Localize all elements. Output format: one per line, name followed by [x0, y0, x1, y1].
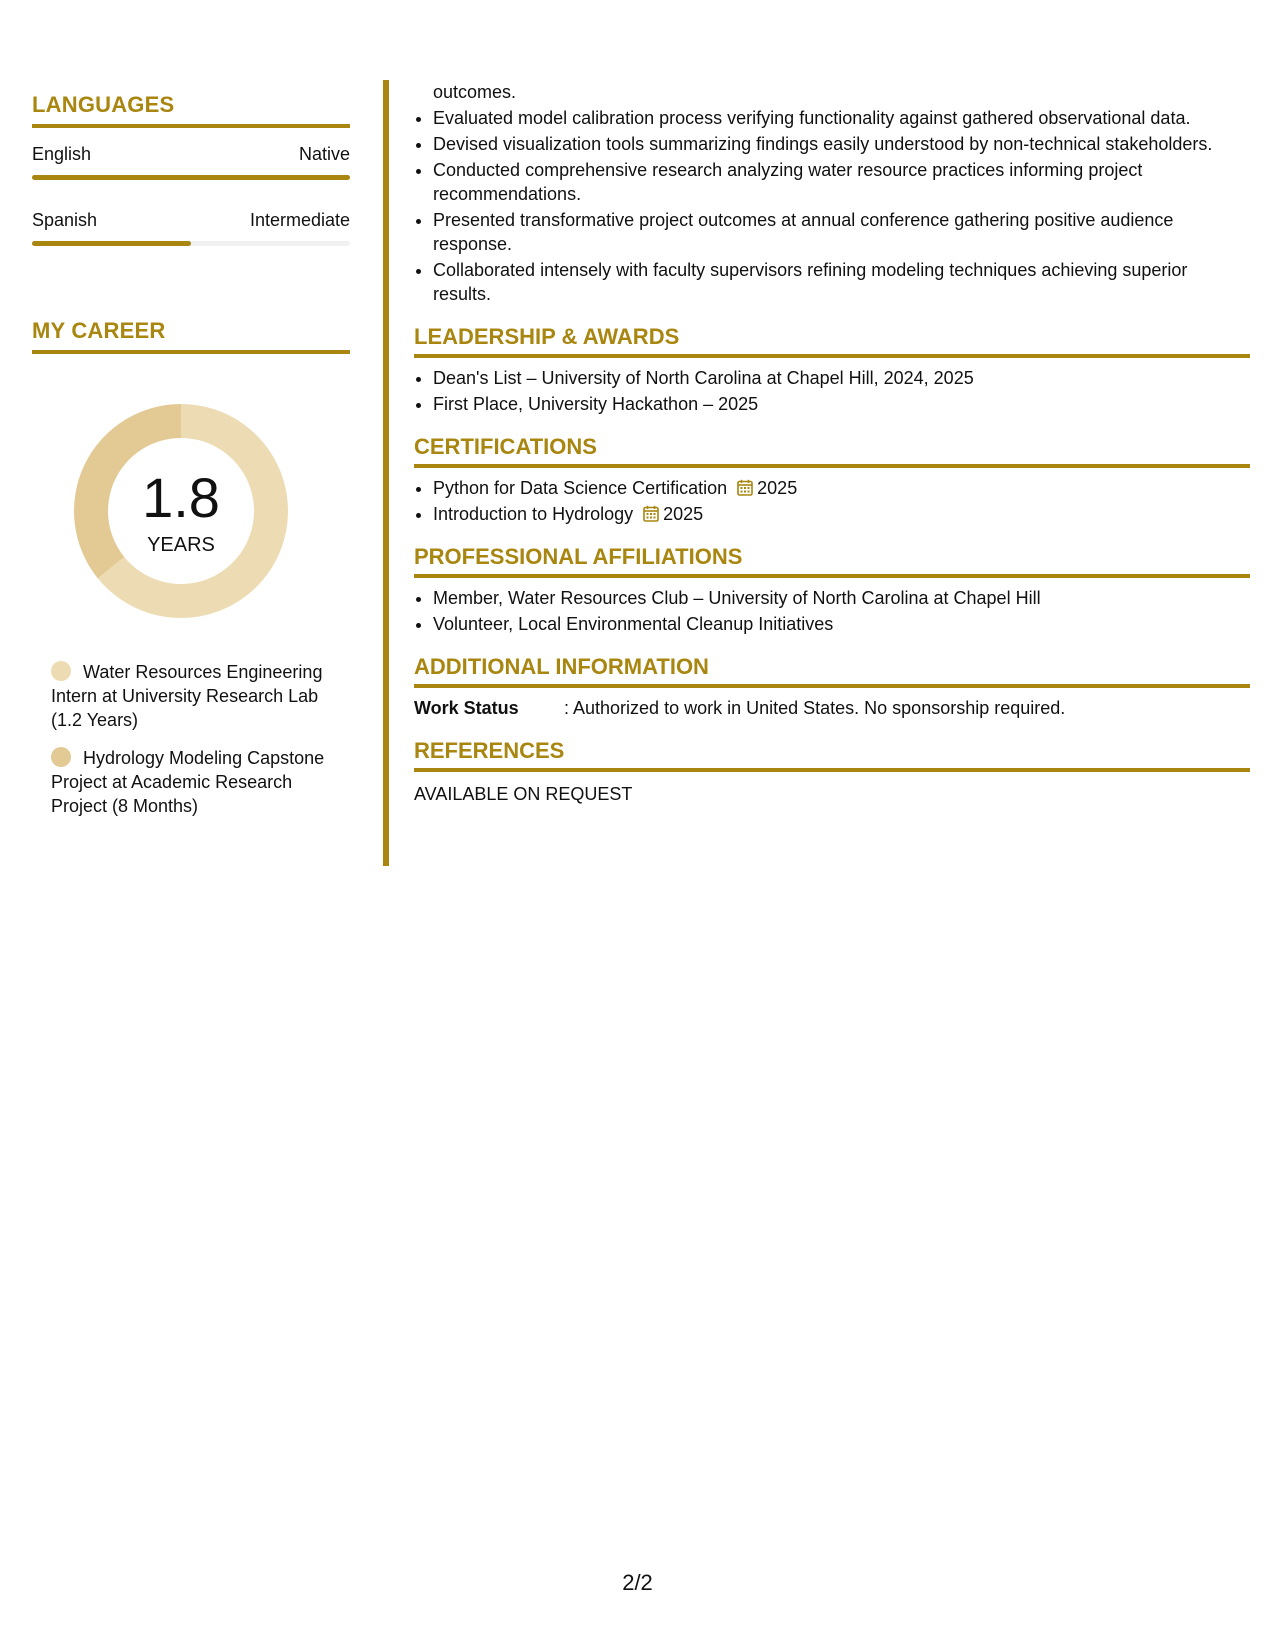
references-title: REFERENCES — [414, 738, 1250, 772]
legend-label: Hydrology Modeling Capstone Project at Academic Research Project (8 Months) — [51, 748, 325, 816]
left-column — [32, 92, 350, 832]
language-proficiency-fill — [32, 175, 350, 180]
references-value: AVAILABLE ON REQUEST — [414, 784, 633, 804]
leadership-list — [414, 366, 1250, 416]
certification-year: 2025 — [663, 504, 704, 524]
certification-name: Python for Data Science Certification — [433, 478, 728, 498]
additional-info-title: ADDITIONAL INFORMATION — [414, 654, 1250, 688]
work-status-value: : Authorized to work in United States. No sponsorship required. — [564, 698, 1066, 718]
certifications-title: CERTIFICATIONS — [414, 434, 1250, 468]
career-donut-chart — [66, 396, 296, 626]
list-item: • First Place, University Hackathon – 2025 — [433, 392, 1250, 416]
language-proficiency-bar — [32, 241, 350, 246]
language-proficiency-bar — [32, 175, 350, 180]
list-item: • Conducted comprehensive research analyzing water resource practices informing project recommendations. — [433, 158, 1250, 206]
leadership-title: LEADERSHIP & AWARDS — [414, 324, 1250, 358]
affiliations-title: PROFESSIONAL AFFILIATIONS — [414, 544, 1250, 578]
certification-name: Introduction to Hydrology — [433, 504, 634, 524]
legend-dot — [51, 661, 71, 681]
experience-bullets — [414, 106, 1250, 306]
list-item: • Member, Water Resources Club – University of North Carolina at Chapel Hill — [433, 586, 1250, 610]
language-name: Spanish — [32, 210, 98, 230]
career-legend-item — [51, 660, 331, 732]
language-name: English — [32, 144, 92, 164]
language-proficiency-fill — [32, 241, 191, 246]
language-level: Native — [298, 144, 350, 164]
legend-label: Water Resources Engineering Intern at University Research Lab (1.2 Years) — [51, 662, 323, 730]
page-number: 2/2 — [622, 1570, 653, 1595]
list-item: • Collaborated intensely with faculty supervisors refining modeling techniques achieving superior results. — [433, 258, 1250, 306]
affiliations-list — [414, 586, 1250, 636]
list-item: • Dean's List – University of North Carolina at Chapel Hill, 2024, 2025 — [433, 366, 1250, 390]
language-english — [32, 144, 350, 180]
work-status-label: Work Status — [414, 698, 519, 718]
column-divider — [383, 80, 389, 866]
work-status-row — [414, 696, 1250, 720]
list-item — [433, 502, 1250, 526]
certification-year: 2025 — [757, 478, 798, 498]
calendar-icon — [643, 505, 659, 522]
list-item: • Evaluated model calibration process verifying functionality against gathered observational data. — [433, 106, 1250, 130]
list-item: • Volunteer, Local Environmental Cleanup Initiatives — [433, 612, 1250, 636]
list-item: • Presented transformative project outcomes at annual conference gathering positive audience response. — [433, 208, 1250, 256]
continued-text: outcomes. — [433, 82, 517, 102]
career-legend-item — [51, 746, 331, 818]
calendar-icon — [737, 479, 753, 496]
list-item: • Devised visualization tools summarizing findings easily understood by non-technical stakeholders. — [433, 132, 1250, 156]
languages-title: LANGUAGES — [32, 92, 350, 128]
language-spanish — [32, 210, 350, 246]
legend-dot — [51, 747, 71, 767]
career-title: MY CAREER — [32, 318, 350, 354]
right-column — [414, 80, 1250, 806]
certifications-list — [414, 476, 1250, 526]
language-level: Intermediate — [249, 210, 350, 230]
career-legend — [51, 660, 331, 818]
list-item — [433, 476, 1250, 500]
career-total-value: 1.8 — [142, 466, 220, 529]
career-total-unit: YEARS — [147, 534, 215, 556]
